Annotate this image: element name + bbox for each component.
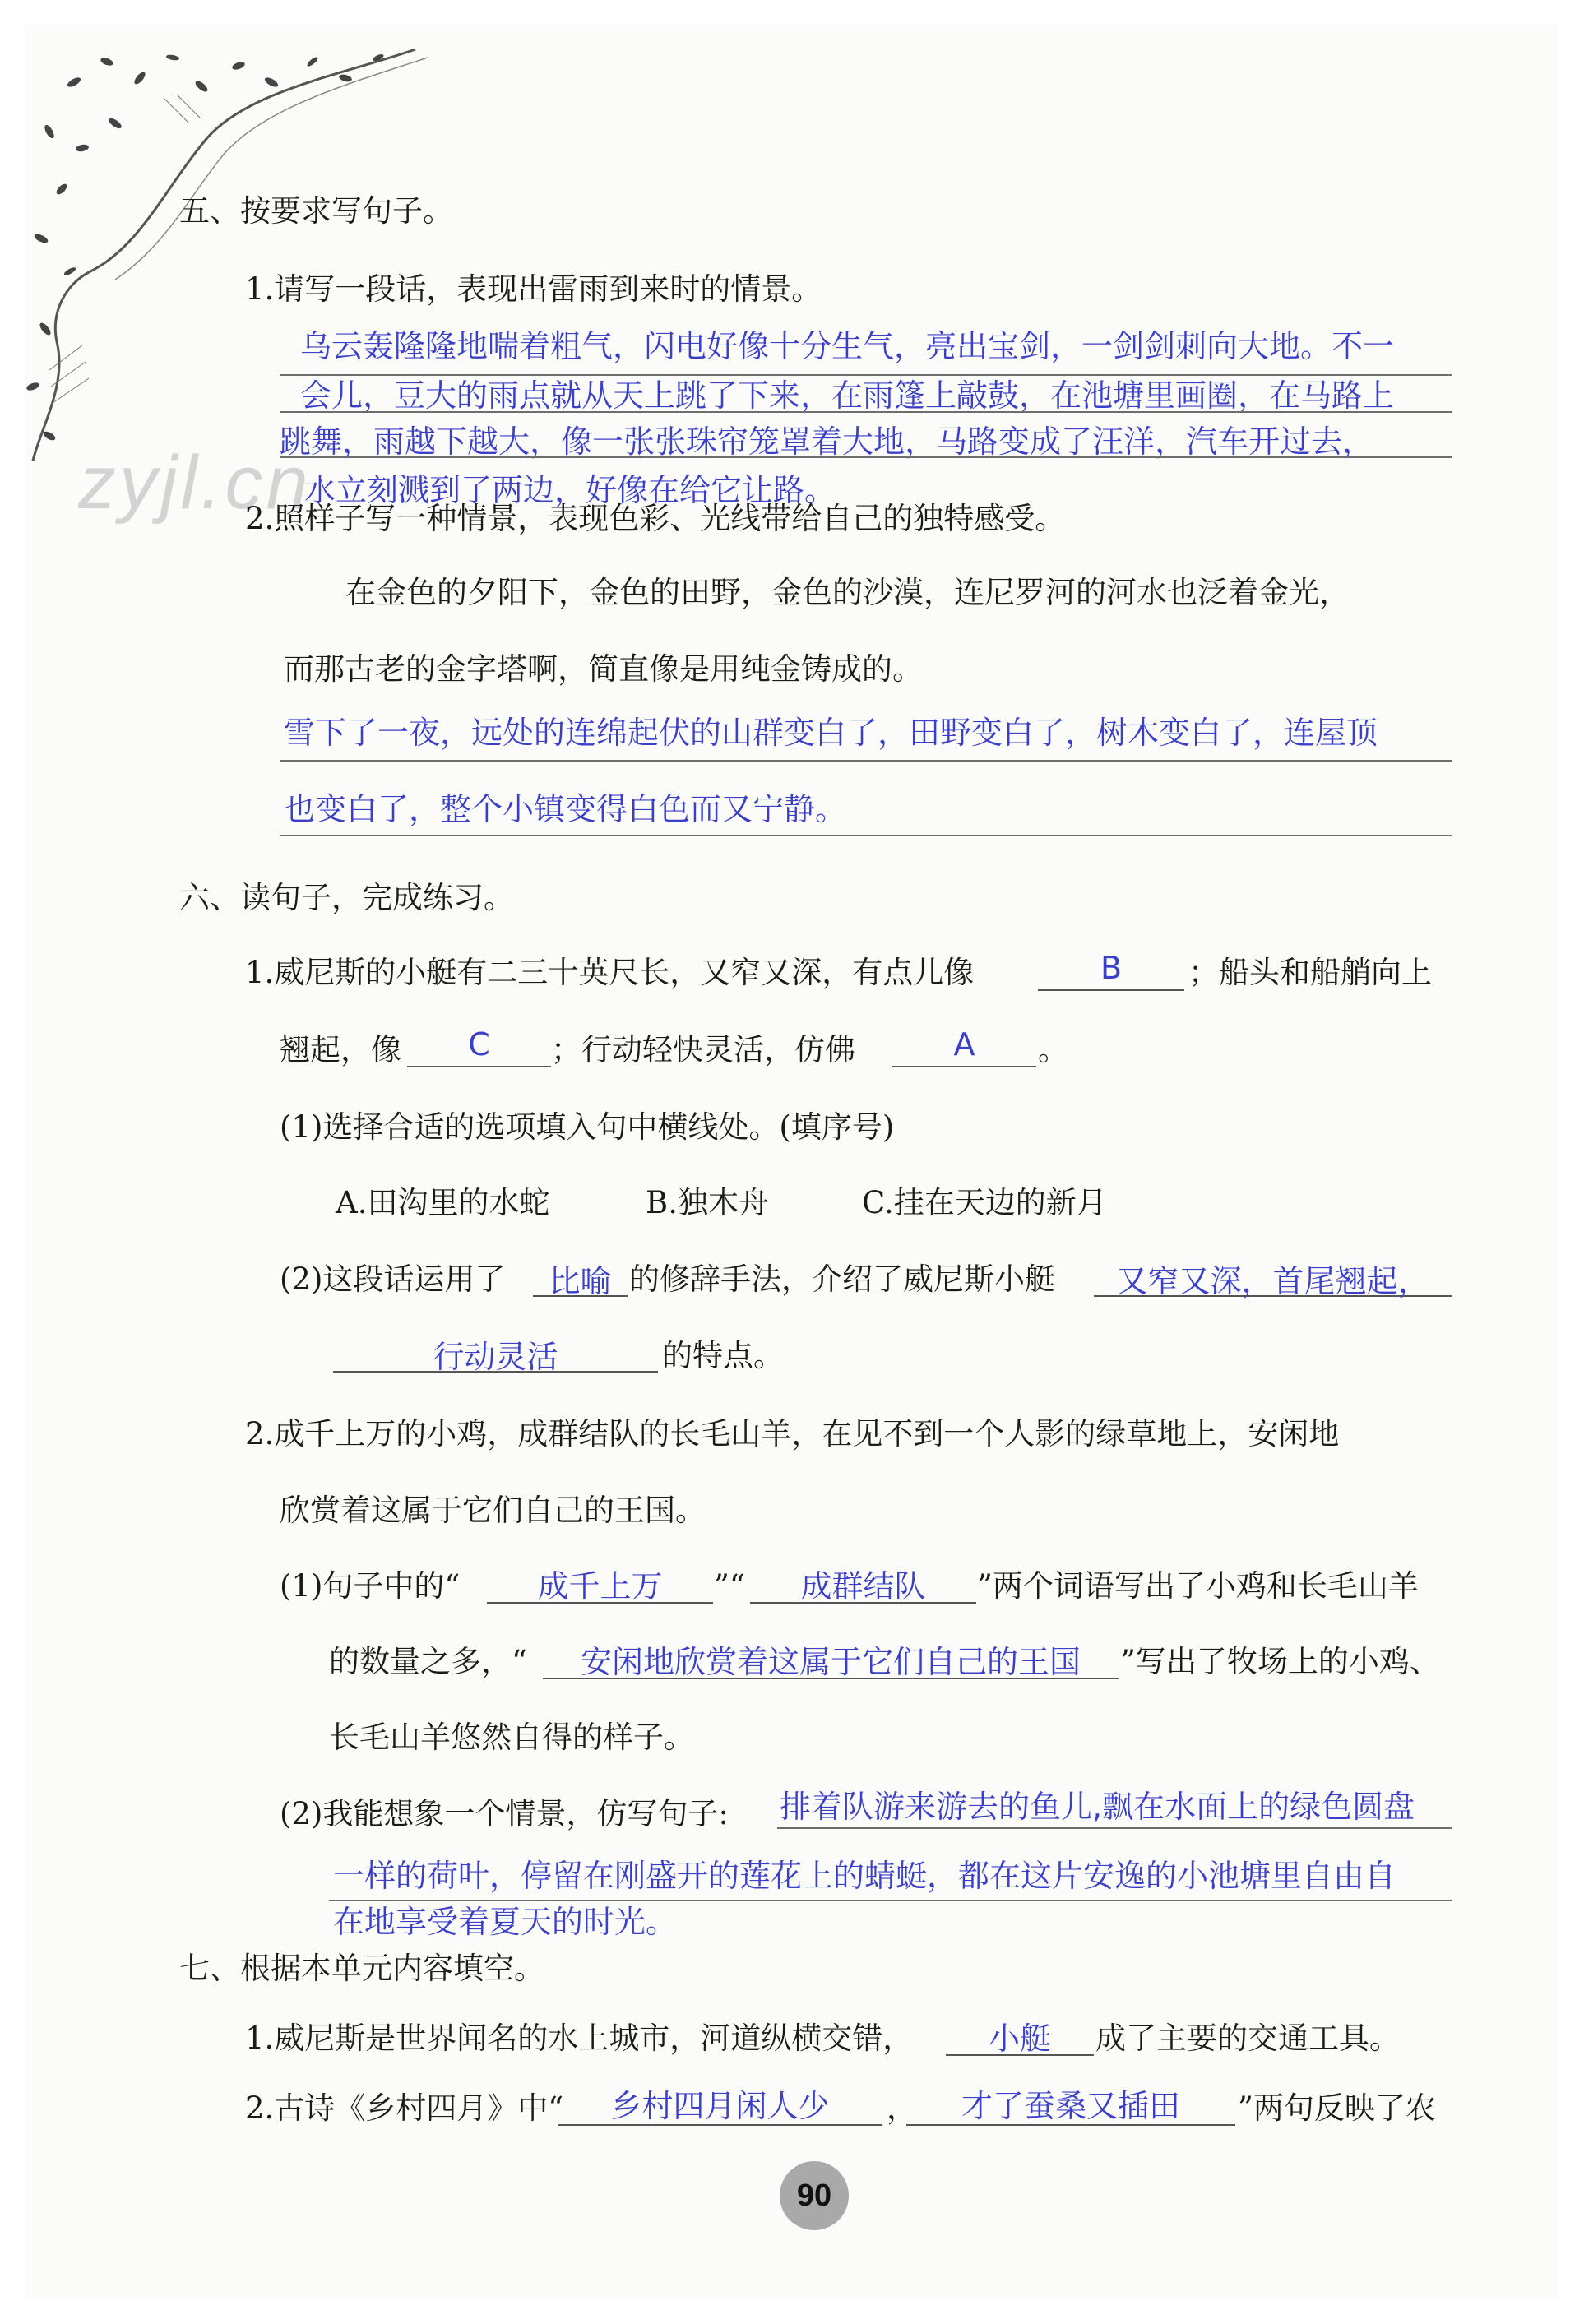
question-6-2-text: 2.成千上万的小鸡，成群结队的长毛山羊，在见不到一个人影的绿草地上，安闲地 bbox=[245, 1416, 1340, 1451]
sub-question-text: ”写出了牧场上的小鸡、 bbox=[1120, 1644, 1440, 1679]
section-7-title: 七、根据本单元内容填空。 bbox=[179, 1951, 544, 1986]
section-5-title: 五、按要求写句子。 bbox=[179, 193, 453, 229]
watermark: zyjl.cn bbox=[78, 441, 312, 525]
fill-blank bbox=[892, 1066, 1036, 1067]
blank-answer: B bbox=[1100, 950, 1123, 986]
question-5-2-prompt: 2.照样子写一种情景，表现色彩、光线带给自己的独特感受。 bbox=[245, 501, 1066, 536]
blank-answer: 安闲地欣赏着这属于它们自己的王国 bbox=[580, 1644, 1081, 1680]
blank-answer: 小艇 bbox=[988, 2021, 1051, 2057]
blank-answer: 成千上万 bbox=[537, 1568, 663, 1604]
answer-6-2-line: 排着队游来游去的鱼儿,飘在水面上的绿色圆盘 bbox=[780, 1789, 1415, 1825]
answer-underline bbox=[280, 374, 1452, 376]
answer-5-2-line: 也变白了，整个小镇变得白色而又宁静。 bbox=[284, 791, 847, 827]
option-b: B.独木舟 bbox=[646, 1185, 769, 1220]
section-6-title: 六、读句子，完成练习。 bbox=[179, 880, 514, 915]
question-6-2-text: 欣赏着这属于它们自己的王国。 bbox=[280, 1493, 706, 1528]
blank-answer: 才了蚕桑又插田 bbox=[961, 2088, 1180, 2124]
blank-answer: 比喻 bbox=[549, 1263, 612, 1299]
fill-blank bbox=[407, 1066, 551, 1067]
answer-5-1-line: 乌云轰隆隆地喘着粗气，闪电好像十分生气，亮出宝剑，一剑剑刺向大地。不一 bbox=[300, 328, 1395, 364]
answer-underline bbox=[329, 1900, 1452, 1901]
blank-answer: 成群结队 bbox=[800, 1568, 926, 1604]
answer-6-2-line: 一样的荷叶，停留在刚盛开的莲花上的蜻蜓，都在这片安逸的小池塘里自由自 bbox=[333, 1858, 1396, 1894]
answer-6-2-line: 在地享受着夏天的时光。 bbox=[333, 1904, 678, 1940]
question-6-1-text: 翘起，像 bbox=[280, 1032, 401, 1067]
question-7-2-text: ”两句反映了农 bbox=[1238, 2090, 1436, 2126]
answer-5-1-line: 会儿，豆大的雨点就从天上跳了下来，在雨篷上敲鼓，在池塘里画圈，在马路上 bbox=[300, 377, 1395, 414]
question-6-1-text: 1.威尼斯的小艇有二三十英尺长，又窄又深，有点儿像 bbox=[245, 955, 975, 990]
question-7-2-text: 2.古诗《乡村四月》中“ bbox=[245, 2090, 564, 2126]
answer-underline bbox=[280, 456, 1452, 458]
blank-answer: 乡村四月闲人少 bbox=[610, 2088, 830, 2124]
sub-question-label: (1)选择合适的选项填入句中横线处。(填序号) bbox=[280, 1109, 895, 1145]
question-7-2-text: ， bbox=[887, 2090, 917, 2126]
option-c: C.挂在天边的新月 bbox=[862, 1185, 1107, 1220]
answer-underline bbox=[777, 1827, 1452, 1829]
sub-question-text: (2)我能想象一个情景，仿写句子: bbox=[280, 1796, 729, 1831]
sub-question-text: 的特点。 bbox=[662, 1338, 784, 1373]
sub-question-text: (1)句子中的“ bbox=[280, 1568, 461, 1604]
question-6-1-text: 。 bbox=[1038, 1032, 1068, 1067]
question-6-1-text: ；船头和船艄向上 bbox=[1188, 955, 1432, 990]
sub-question-text: 的数量之多，“ bbox=[329, 1644, 527, 1679]
blank-answer: 行动灵活 bbox=[433, 1339, 558, 1375]
fill-blank bbox=[1038, 989, 1184, 991]
question-5-1-prompt: 1.请写一段话，表现出雷雨到来时的情景。 bbox=[245, 271, 822, 307]
question-6-1-text: ；行动轻快灵活，仿佛 bbox=[551, 1032, 855, 1067]
blank-answer: A bbox=[953, 1026, 975, 1062]
question-7-1-text: 1.威尼斯是世界闻名的水上城市，河道纵横交错， bbox=[245, 2021, 914, 2056]
question-7-1-text: 成了主要的交通工具。 bbox=[1095, 2021, 1400, 2056]
sub-question-text: 长毛山羊悠然自得的样子。 bbox=[329, 1720, 694, 1755]
example-text-line: 在金色的夕阳下，金色的田野，金色的沙漠，连尼罗河的河水也泛着金光， bbox=[345, 575, 1350, 610]
answer-5-2-line: 雪下了一夜，远处的连绵起伏的山群变白了，田野变白了，树木变白了，连屋顶 bbox=[284, 715, 1378, 751]
page-number: 90 bbox=[780, 2161, 849, 2230]
blank-answer: C bbox=[468, 1026, 490, 1062]
sub-question-text: (2)这段话运用了 bbox=[280, 1262, 506, 1297]
answer-5-1-line: 跳舞，雨越下越大，像一张张珠帘笼罩着大地，马路变成了汪洋，汽车开过去， bbox=[280, 424, 1374, 460]
sub-question-text: ”两个词语写出了小鸡和长毛山羊 bbox=[977, 1568, 1419, 1604]
sub-question-text: 的修辞手法，介绍了威尼斯小艇 bbox=[629, 1262, 1055, 1297]
example-text-line: 而那古老的金字塔啊，简直像是用纯金铸成的。 bbox=[284, 651, 923, 687]
option-a: A.田沟里的水蛇 bbox=[336, 1185, 550, 1220]
blank-answer: 又窄又深，首尾翘起， bbox=[1116, 1263, 1429, 1299]
answer-underline bbox=[280, 411, 1452, 413]
sub-question-text: ”“ bbox=[714, 1568, 745, 1604]
answer-underline bbox=[280, 760, 1452, 762]
answer-underline bbox=[280, 835, 1452, 836]
answer-5-1-line: 水立刻溅到了两边，好像在给它让路。 bbox=[304, 472, 836, 508]
